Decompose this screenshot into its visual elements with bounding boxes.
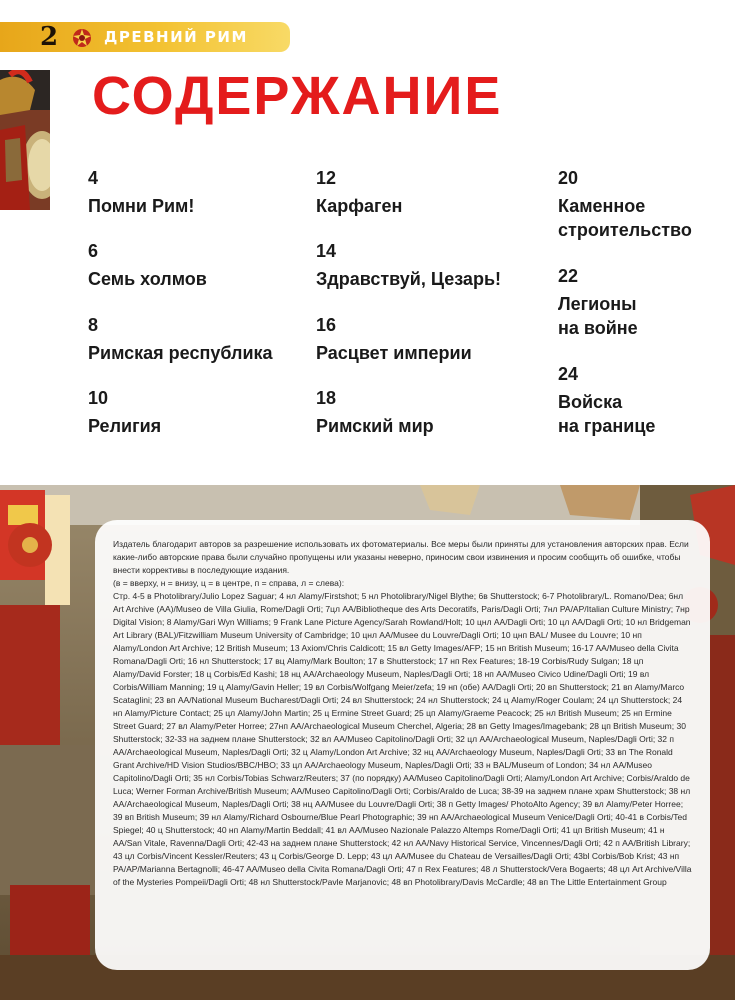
- toc-item[interactable]: [316, 388, 434, 438]
- book-title: ДРЕВНИЙ РИМ: [104, 28, 248, 46]
- toc-item[interactable]: [88, 315, 273, 365]
- toc-item[interactable]: [558, 168, 692, 242]
- toc-label: Войска: [558, 392, 623, 412]
- toc-item[interactable]: [316, 241, 501, 291]
- toc-item[interactable]: [88, 168, 194, 218]
- toc-label: строительство: [558, 220, 692, 240]
- toc-page-number: 10: [88, 388, 109, 408]
- toc-item[interactable]: [558, 364, 655, 438]
- credits-intro: Издатель благодарит авторов за разрешение использовать их фотоматериалы. Все меры были приняты для установления авторских прав. Если какие-либо авторские права были случайно пропущены или указаны неверно, приносим свои извинения и просим сообщить об ошибке, чтобы внести коррективы в последующие издания.: [113, 539, 689, 575]
- page-number: 2: [40, 22, 59, 52]
- toc-page-number: 22: [558, 266, 579, 286]
- toc-page-number: 24: [558, 364, 579, 384]
- toc-label: Расцвет империи: [316, 343, 472, 363]
- photo-credits-panel: [95, 520, 710, 970]
- toc-label: Религия: [88, 416, 162, 436]
- toc-page-number: 20: [558, 168, 579, 188]
- toc-page-number: 6: [88, 241, 99, 261]
- toc-label: Каменное: [558, 196, 646, 216]
- toc-page-number: 4: [88, 168, 99, 188]
- roman-soldier-image: [0, 70, 50, 210]
- credits-legend: (в = вверху, н = внизу, ц = в центре, п = справа, л = слева):: [113, 578, 345, 588]
- toc-label: на войне: [558, 318, 638, 338]
- toc-page-number: 8: [88, 315, 99, 335]
- toc-label: Карфаген: [316, 196, 403, 216]
- toc-label: Здравствуй, Цезарь!: [316, 269, 502, 289]
- credits-body: Стр. 4-5 в Photolibrary/Julio Lopez Saguar; 4 нл Alamy/Firstshot; 5 нл Photolibrary/Nigel Blythe; 6в Shutterstock; 6-7 Photolibrary/L. Romano/Dea; 6нл Art Archive (AA)/Museo de Villa Giulia, Rome/Dagli Orti; 7цл AA/Bibliotheque des Arts Decoratifs, Paris/Dagli Orti; 7нл PA/AP/Italian Culture Ministry; 7нр Digital Vision; 8 Alamy/Gari Wyn Williams; 9 Frank Lane Picture Agency/Sarah Rowland/Holt; 10 цнл AA/Dagli Orti; 10 цл AA/Dagli Orti; 10 нл Bridgeman Art Library (BAL)/Fitzwilliam Museum University of Cambridge; 10 цнл AA/Musee du Louvre/Dagli Orti; 10 цнп BAL/ Musee du Louvre; 10 нп Alamy/London Art Archive; 12 British Museum; 13 Axiom/Chris Caldicott; 15 вл Getty Images/AFP; 15 нп British Museum; 16-17 AA/Museo della Civita Romana/Dagli Orti; 16 нл Shutterstock; 17 вц Alamy/Mark Boulton; 17 в Shutterstock; 17 нп Rex Features; 18-19 Corbis/Rudy Sulgan; 18 цп Alamy/David Forster; 18 ц Corbis/Ed Kashi; 18 нц AA/Archaeology Museum, Naples/Dagli Orti; 18 нп AA/Museo Civico Udine/Dagli Orti; 19 вл Corbis/William Manning; 19 ц Alamy/Gavin Heller; 19 вл Corbis/Wolfgang Meier/zefa; 19 нп (обе) AA/Dagli Orti; 20 вп Shutterstock; 21 вп Alamy/Marco Scataglini; 23 вп AA/National Museum Bucharest/Dagli Orti; 24 вл Shutterstock; 24 нл Shutterstock; 24 ц Alamy/Roger Coulam; 24 цл Shutterstock; 24 нп Alamy/Picture Contact; 25 цл Alamy/John Martin; 25 ц Ermine Street Guard; 25 цп Alamy/Graeme Peacock; 25 нл British Museum; 25 нп Ermine Street Guard; 27 вл Alamy/Peter Horree; 27нп AA/Archaeological Museum Cherchel, Algeria; 28 вп Getty Images/Imagebank; 28 цп British Museum; 30 Shutterstock; 32-33 на заднем плане Shutterstock; 32 вл AA/Museo Capitolino/Dagli Orti; 32 цл AA/Archaeological Museum, Naples/Dagli Orti; 32 п AA/Archaeological Museum, Naples/Dagli Orti; 32 ц Alamy/London Art Archive; 32 нц AA/Archaeology Museum, Naples/Dagli Orti; 33 вп The Ronald Grant Archive/HD Vision Studios/BBC/HBO; 33 цл AA/Archaeology Museum, Naples/Dagli Orti; 33 н BAL/Museum of London; 34 нл AA/Museo Capitolino/Dagli Orti; 35 нл Corbis/Tobias Schwarz/Reuters; 37 (по порядку) AA/Museo Capitolino/Dagli Orti; Alamy/London Art Archive; Corbis/Araldo de Luca; Werner Forman Archive/British Museum; AA/Museo Capitolino/Dagli Orti; Corbis/Araldo de Luca; 38-39 на заднем плане храм Shutterstock; 38 нл AA/Archaeological Museum, Naples/Dagli Orti; 38 нц AA/Musee du Louvre/Dagli Orti; 38 п Getty Images/ PhotoAlto Agency; 39 вл Alamy/Peter Horree; 39 вп British Museum; 39 нл Alamy/Richard Osbourne/Blue Pearl Photographic; 39 нп AA/Archaeological Museum Venice/Dagli Orti; 40-41 в Corbis/Ted Spiegel; 40 ц Shutterstock; 40 нп Alamy/Martin Beddall; 41 вл AA/Museo Nazionale Palazzo Altemps Rome/Dagli Orti; 41 цп British Museum; 41 н AA/San Vitale, Ravenna/Dagli Orti; 42-43 на заднем плане Shutterstock; 42 нл AA/Navy Historical Service, Vincennes/Dagli Orti; 42 п AA/British Library; 43 цл Corbis/Vincent Kessler/Reuters; 43 ц Corbis/George D. Lepp; 43 цл AA/Musee du Chateau de Versailles/Dagli Orti; 43bl Corbis/Bob Krist; 43 нп PA/AP/Marianna Bertagnolli; 46-47 AA/Museo della Civita Romana/Dagli Orti; 47 п Rex Features; 48 л Shutterstock/Vera Bogaerts; 48 цл Art Archive/Villa of the Mysteries Pompeii/Dagli Orti; 48 нл Shutterstock/Pavle Marjanovic; 48 вп Photolibrary/Davis McCardle; 48 вп The Little Entertainment Group: [113, 591, 692, 887]
- toc-page-number: 12: [316, 168, 337, 188]
- toc-page-number: 14: [316, 241, 337, 261]
- toc-label: Римский мир: [316, 416, 434, 436]
- toc-label: на границе: [558, 416, 656, 436]
- toc-label: Римская республика: [88, 343, 273, 363]
- page-title: СОДЕРЖАНИЕ: [92, 66, 503, 126]
- toc-item[interactable]: [316, 168, 402, 218]
- toc-label: Легионы: [558, 294, 637, 314]
- toc-label: Семь холмов: [88, 269, 207, 289]
- toc-page-number: 16: [316, 315, 337, 335]
- toc-item[interactable]: [558, 266, 638, 340]
- toc-page-number: 18: [316, 388, 337, 408]
- toc-item[interactable]: [316, 315, 472, 365]
- eagle-emblem-icon: [70, 26, 94, 50]
- toc-item[interactable]: [88, 388, 161, 438]
- toc-label: Помни Рим!: [88, 196, 195, 216]
- toc-item[interactable]: [88, 241, 207, 291]
